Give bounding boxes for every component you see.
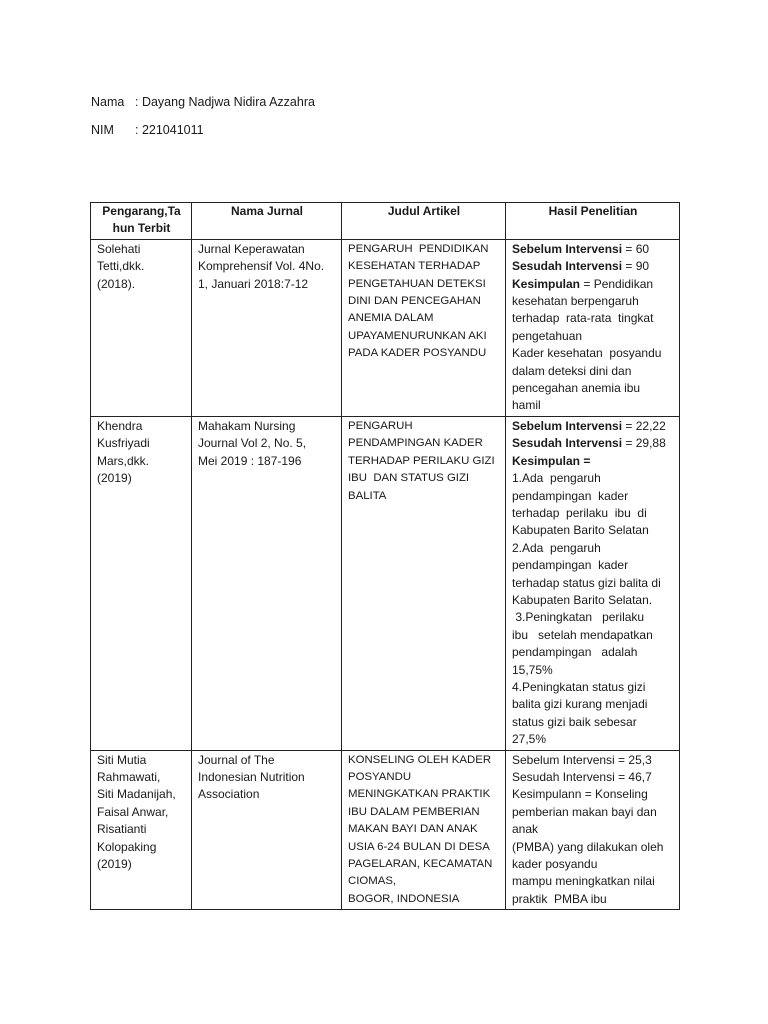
result-line [512, 873, 674, 890]
result-line [512, 258, 674, 275]
result-line [512, 821, 674, 838]
result-cell [506, 239, 680, 416]
result-line [512, 418, 674, 435]
header-author [91, 203, 192, 240]
result-line-text: Kader kesehatan posyandu [512, 346, 662, 361]
cell-line: Judul Artikel [387, 204, 461, 218]
result-line [512, 470, 674, 487]
result-line [512, 592, 674, 609]
cell-line: Kolopaking [97, 839, 157, 854]
cell-line: Siti Madanijah, [97, 787, 176, 802]
header-result [506, 203, 680, 240]
result-line [512, 380, 674, 397]
result-line-text: dalam deteksi dini dan [512, 363, 632, 378]
cell-line: (2018). [97, 276, 136, 291]
result-line-text: 2.Ada pengaruh [512, 540, 601, 555]
result-line-text: 27,5% [512, 732, 547, 747]
result-line-text: Kabupaten Barito Selatan [512, 523, 649, 538]
cell-line: Faisal Anwar, [97, 804, 169, 819]
cell-line: BOGOR, INDONESIA [348, 892, 460, 905]
result-line-text: 1.Ada pengaruh [512, 471, 601, 486]
result-line-text: 4.Peningkatan status gizi [512, 679, 646, 694]
table-row [91, 750, 680, 910]
result-line-text: status gizi baik sebesar [512, 714, 637, 729]
cell-line: POSYANDU [348, 771, 412, 783]
cell-line: PENGARUH [348, 419, 413, 432]
result-cell [506, 750, 680, 910]
cell-line: IBU DAN STATUS GIZI [348, 472, 470, 485]
result-line [512, 714, 674, 731]
result-line-text: = Pendidikan [580, 276, 654, 291]
result-line [512, 627, 674, 644]
nim-label: NIM [91, 123, 114, 137]
result-line [512, 241, 674, 258]
cell-line: PADA KADER POSYANDU [348, 347, 487, 360]
cell-line: PENGETAHUAN DETEKSI [348, 277, 486, 290]
result-line-text: = 29,88 [622, 436, 666, 451]
result-line [512, 856, 674, 873]
cell-line: Pengarang,Ta [102, 204, 181, 218]
result-line-bold: Kesimpulan [512, 276, 581, 291]
result-line-text: balita gizi kurang menjadi [512, 697, 648, 712]
cell-line: Kusfriyadi [97, 436, 150, 451]
result-line [512, 310, 674, 327]
cell-line: TERHADAP PERILAKU GIZI [348, 454, 495, 467]
result-line-bold: Kesimpulan = [512, 453, 591, 468]
cell-line: Journal of The [198, 752, 275, 767]
result-line-text: mampu meningkatkan nilai [512, 874, 655, 889]
result-line-text: 3.Peningkatan perilaku [512, 610, 645, 625]
name-value: : Dayang Nadjwa Nidira Azzahra [135, 95, 315, 109]
result-line [512, 557, 674, 574]
table-row [91, 239, 680, 416]
cell-line: UPAYAMENURUNKAN AKI [348, 329, 487, 342]
result-line [512, 505, 674, 522]
result-line [512, 575, 674, 592]
result-line [512, 609, 674, 626]
cell-line: (2019) [97, 471, 132, 486]
journal-cell [192, 239, 342, 416]
result-line [512, 345, 674, 362]
table-header-row [91, 203, 680, 240]
author-cell [91, 750, 192, 910]
result-line [512, 540, 674, 557]
result-line [512, 293, 674, 310]
result-line-text: anak [512, 822, 539, 837]
result-line-text: Kabupaten Barito Selatan. [512, 592, 653, 607]
result-line-text: 15,75% [512, 662, 553, 677]
result-line-bold: Sesudah Intervensi [512, 259, 623, 274]
result-line [512, 839, 674, 856]
journal-cell [192, 750, 342, 910]
author-cell [91, 416, 192, 750]
result-line [512, 804, 674, 821]
cell-line: USIA 6-24 BULAN DI DESA [348, 840, 490, 853]
result-line-text: terhadap perilaku ibu di [512, 505, 647, 520]
cell-line: Tetti,dkk. [97, 259, 145, 274]
name-label: Nama [91, 95, 125, 109]
result-line [512, 696, 674, 713]
cell-line: Solehati [97, 241, 141, 256]
result-line [512, 363, 674, 380]
cell-line: MENINGKATKAN PRAKTIK [348, 788, 491, 801]
cell-line: DINI DAN PENCEGAHAN [348, 295, 481, 308]
result-line [512, 662, 674, 679]
result-line-text: kesehatan berpengaruh [512, 294, 639, 309]
cell-line: Komprehensif Vol. 4No. [198, 259, 325, 274]
cell-line: Indonesian Nutrition [198, 770, 305, 784]
result-line [512, 397, 674, 414]
cell-line: KONSELING OLEH KADER [348, 753, 492, 766]
cell-line: Jurnal Keperawatan [198, 241, 305, 256]
result-line-bold: Sesudah Intervensi [512, 436, 623, 451]
result-line [512, 644, 674, 661]
result-line [512, 891, 674, 908]
cell-line: Mahakam Nursing [198, 418, 296, 433]
result-line-text: pencegahan anemia ibu [512, 381, 641, 396]
journal-cell [192, 416, 342, 750]
header-title [342, 203, 506, 240]
cell-line: Journal Vol 2, No. 5, [198, 436, 307, 451]
result-line [512, 769, 674, 786]
cell-line: PENDAMPINGAN KADER [348, 437, 483, 450]
title-cell [342, 750, 506, 910]
result-line [512, 276, 674, 293]
result-line-text: ibu setelah mendapatkan [512, 627, 653, 642]
cell-line: Hasil Penelitian [548, 204, 638, 218]
result-line [512, 522, 674, 539]
nim-line [91, 122, 204, 139]
name-line [91, 94, 315, 111]
result-line-text: (PMBA) yang dilakukan oleh [512, 839, 664, 854]
result-line [512, 435, 674, 452]
cell-line: Mars,dkk. [97, 453, 150, 468]
result-line-text: pendampingan kader [512, 488, 629, 503]
result-line [512, 679, 674, 696]
result-line-text: hamil [512, 398, 541, 413]
result-line-bold: Sebelum Intervensi [512, 241, 623, 256]
cell-line: PAGELARAN, KECAMATAN [348, 858, 493, 871]
cell-line: Risatianti [97, 822, 147, 837]
header-journal [192, 203, 342, 240]
cell-line: MAKAN BAYI DAN ANAK [348, 823, 478, 836]
cell-line: hun Terbit [112, 221, 171, 236]
cell-line: (2019) [97, 857, 132, 872]
result-line-text: terhadap rata-rata tingkat [512, 311, 654, 326]
cell-line: IBU DALAM PEMBERIAN [348, 805, 480, 818]
result-line-text: pengetahuan [512, 328, 583, 343]
result-line-text: pendampingan kader [512, 558, 629, 573]
nim-value: : 221041011 [135, 123, 204, 137]
result-line [512, 731, 674, 748]
cell-line: BALITA [348, 489, 387, 502]
cell-line: CIOMAS, [348, 875, 397, 888]
cell-line: 1, Januari 2018:7-12 [198, 276, 309, 291]
result-line [512, 453, 674, 470]
result-line [512, 488, 674, 505]
result-line [512, 752, 674, 769]
result-line-text: kader posyandu [512, 857, 598, 872]
result-line-text: terhadap status gizi balita di [512, 575, 661, 590]
result-line-text: pendampingan adalah [512, 645, 638, 660]
result-line-text: = 60 [622, 241, 650, 256]
result-line-bold: Sebelum Intervensi [512, 418, 623, 433]
result-line-text: = 90 [622, 259, 650, 274]
cell-line: Association [198, 787, 260, 802]
result-line [512, 328, 674, 345]
result-line-text: praktik PMBA ibu [512, 891, 607, 906]
title-cell [342, 239, 506, 416]
cell-line: PENGARUH PENDIDIKAN [348, 242, 489, 255]
cell-line: KESEHATAN TERHADAP [348, 260, 481, 273]
result-line-text: Kesimpulann = Konseling [512, 787, 648, 802]
literature-table [90, 202, 680, 910]
cell-line: ANEMIA DALAM [348, 312, 434, 325]
author-cell [91, 239, 192, 416]
result-line-text: = 22,22 [622, 418, 666, 433]
result-line-text: pemberian makan bayi dan [512, 804, 657, 819]
cell-line: Nama Jurnal [230, 204, 304, 218]
result-cell [506, 416, 680, 750]
result-line-text: Sesudah Intervensi = 46,7 [512, 770, 652, 784]
cell-line: Siti Mutia [97, 752, 147, 767]
result-line [512, 786, 674, 803]
cell-line: Mei 2019 : 187-196 [198, 453, 302, 468]
table-row [91, 416, 680, 750]
title-cell [342, 416, 506, 750]
cell-line: Rahmawati, [97, 770, 161, 784]
result-line-text: Sebelum Intervensi = 25,3 [512, 752, 652, 767]
cell-line: Khendra [97, 418, 143, 433]
